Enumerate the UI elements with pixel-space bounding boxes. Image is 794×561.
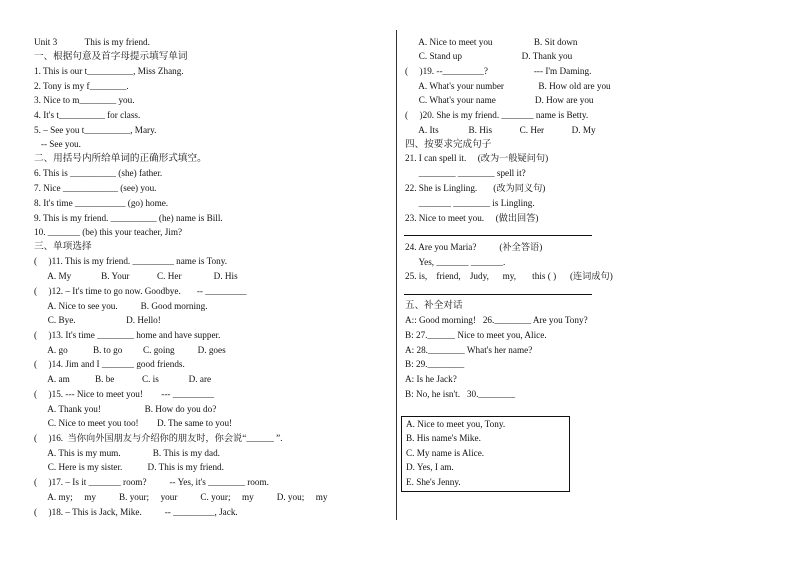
question-15: ( )15. --- Nice to meet you! --- _________ — [34, 389, 215, 399]
question-5-reply: -- See you. — [34, 139, 81, 149]
question-5: 5. – See you t__________, Mary. — [34, 125, 157, 135]
question-16: ( )16. 当你向外国朋友与介绍你的朋友时，你会说“______ ”. — [34, 433, 283, 443]
question-15-options-cd: C. Nice to meet you too! D. The same to you! — [34, 418, 233, 428]
dialogue-line-5: A: Is he Jack? — [405, 374, 457, 384]
question-14: ( )14. Jim and I _______ good friends. — [34, 359, 185, 369]
dialogue-line-6: B: No, he isn't. 30.________ — [405, 389, 516, 399]
question-6: 6. This is __________ (she) father. — [34, 168, 163, 178]
dialogue-line-1: A:: Good morning! 26.________ Are you Tony? — [405, 315, 588, 325]
question-18-options-cd: C. Stand up D. Thank you — [405, 51, 573, 61]
question-22: 22. She is Lingling. (改为同义句) — [405, 183, 546, 193]
section-1-heading: 一、根据句意及首字母提示填写单词 — [34, 51, 188, 62]
question-12: ( )12. – It's time to go now. Goodbye. -- _________ — [34, 286, 247, 296]
option-e: E. She's Jenny. — [406, 477, 461, 487]
option-b: B. His name's Mike. — [406, 433, 481, 443]
question-18: ( )18. – This is Jack, Mike. -- _________, Jack. — [34, 507, 238, 517]
question-20: ( )20. She is my friend. _______ name is Betty. — [405, 110, 589, 120]
unit-title: Unit 3 This is my friend. — [34, 37, 150, 47]
question-13-options: A. go B. to go C. going D. goes — [34, 345, 226, 355]
section-2-heading: 二、用括号内所给单词的正确形式填空。 — [34, 153, 207, 164]
question-21: 21. I can spell it. (改为一般疑问句) — [405, 153, 549, 163]
question-19: ( )19. --_________? --- I'm Daming. — [405, 66, 592, 76]
option-c: C. My name is Alice. — [406, 448, 485, 458]
dialogue-line-4: B: 29.________ — [405, 359, 465, 369]
question-1: 1. This is our t__________, Miss Zhang. — [34, 66, 184, 76]
question-11: ( )11. This is my friend. _________ name is Tony. — [34, 256, 228, 266]
question-7: 7. Nice ____________ (see) you. — [34, 183, 157, 193]
question-14-options: A. am B. be C. is D. are — [34, 374, 212, 384]
question-25-answer-line — [404, 294, 592, 295]
question-24: 24. Are you Maria? (补全答语) — [405, 242, 543, 252]
question-2: 2. Tony is my f________. — [34, 81, 129, 91]
question-18-options-ab: A. Nice to meet you B. Sit down — [405, 37, 578, 47]
question-9: 9. This is my friend. __________ (he) name is Bill. — [34, 213, 223, 223]
question-12-options-cd: C. Bye. D. Hello! — [34, 315, 161, 325]
question-8: 8. It's time ___________ (go) home. — [34, 198, 169, 208]
question-15-options-ab: A. Thank you! B. How do you do? — [34, 404, 217, 414]
question-20-options: A. Its B. His C. Her D. My — [405, 125, 596, 135]
option-a: A. Nice to meet you, Tony. — [406, 419, 506, 429]
question-17-options: A. my; my B. your; your C. your; my D. you; my — [34, 492, 328, 502]
question-23-answer-line — [404, 235, 592, 236]
column-divider — [396, 30, 397, 520]
section-4-heading: 四、按要求完成句子 — [405, 139, 492, 150]
question-22-answer: _______ ________ is Lingling. — [405, 198, 535, 208]
question-17: ( )17. – Is it _______ room? -- Yes, it's ________ room. — [34, 477, 269, 487]
dialogue-line-3: A: 28.________ What's her name? — [405, 345, 533, 355]
question-23: 23. Nice to meet you. (做出回答) — [405, 213, 539, 223]
section-3-heading: 三、单项选择 — [34, 241, 92, 252]
question-16-options-cd: C. Here is my sister. D. This is my friend. — [34, 462, 224, 472]
question-3: 3. Nice to m________ you. — [34, 95, 135, 105]
question-16-options-ab: A. This is my mum. B. This is my dad. — [34, 448, 220, 458]
question-10: 10. _______ (be) this your teacher, Jim? — [34, 227, 183, 237]
question-21-answer: ________ ________ spell it? — [405, 168, 526, 178]
question-12-options-ab: A. Nice to see you. B. Good morning. — [34, 301, 208, 311]
question-11-options: A. My B. Your C. Her D. His — [34, 271, 238, 281]
option-d: D. Yes, I am. — [406, 462, 454, 472]
question-4: 4. It's t__________ for class. — [34, 110, 141, 120]
question-25: 25. is, friend, Judy, my, this ( ) (连词成句) — [405, 271, 613, 281]
question-24-answer: Yes, _______ _______. — [405, 257, 506, 267]
question-13: ( )13. It's time ________ home and have supper. — [34, 330, 221, 340]
section-5-heading: 五、补全对话 — [405, 300, 463, 311]
question-19-options-ab: A. What's your number B. How old are you — [405, 81, 611, 91]
question-19-options-cd: C. What's your name D. How are you — [405, 95, 594, 105]
dialogue-line-2: B: 27.______ Nice to meet you, Alice. — [405, 330, 547, 340]
